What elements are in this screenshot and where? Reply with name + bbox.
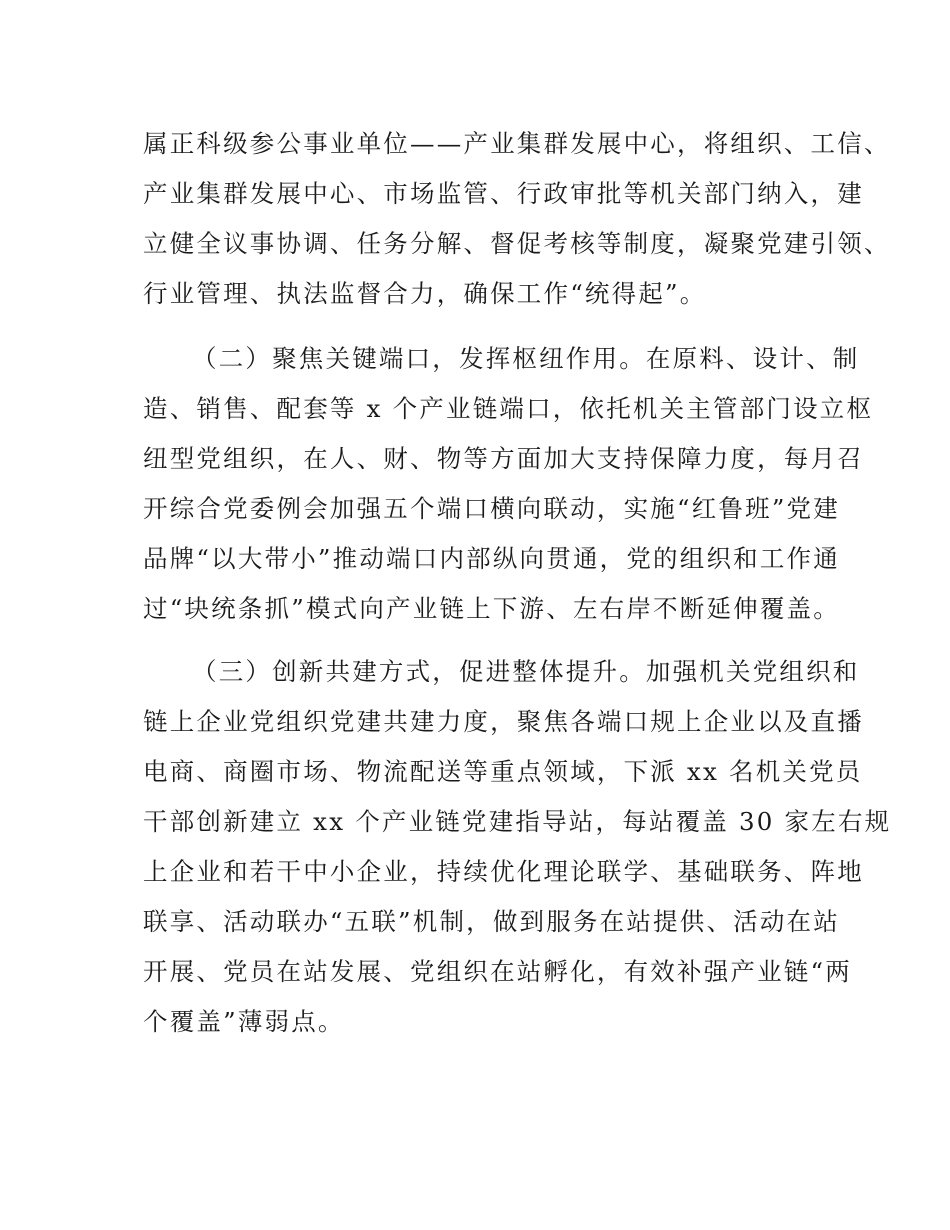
text-line: 产业集群发展中心、市场监管、行政审批等机关部门纳入，建 xyxy=(143,179,864,208)
text-line: 干部创新建立 xx 个产业链党建指导站，每站覆盖 30 家左右规 xyxy=(143,807,892,836)
text-line: （二）聚焦关键端口，发挥枢纽作用。在原料、设计、制 xyxy=(192,344,860,373)
text-line: 立健全议事协调、任务分解、督促考核等制度，凝聚党建引领、 xyxy=(143,229,891,258)
text-line: 上企业和若干中小企业，持续优化理论联学、基础联务、阵地 xyxy=(143,857,864,886)
text-line: 个覆盖”薄弱点。 xyxy=(143,1007,345,1036)
text-line: （三）创新共建方式，促进整体提升。加强机关党组织和 xyxy=(192,657,860,686)
text-line: 纽型党组织，在人、财、物等方面加大支持保障力度，每月召 xyxy=(143,444,864,473)
text-line: 开综合党委例会加强五个端口横向联动，实施“红鲁班”党建 xyxy=(143,494,840,523)
text-line: 属正科级参公事业单位——产业集群发展中心，将组织、工信、 xyxy=(143,129,891,158)
text-line: 联享、活动联办“五联”机制，做到服务在站提供、活动在站 xyxy=(143,907,840,936)
text-line: 过“块统条抓”模式向产业链上下游、左右岸不断延伸覆盖。 xyxy=(143,594,840,623)
text-line: 链上企业党组织党建共建力度，聚焦各端口规上企业以及直播 xyxy=(143,707,864,736)
text-line: 电商、商圈市场、物流配送等重点领域，下派 xx 名机关党员 xyxy=(143,757,863,786)
text-line: 行业管理、执法监督合力，确保工作“统得起”。 xyxy=(143,279,707,308)
text-line: 造、销售、配套等 x 个产业链端口，依托机关主管部门设立枢 xyxy=(143,394,874,423)
text-line: 品牌“以大带小”推动端口内部纵向贯通，党的组织和工作通 xyxy=(143,544,840,573)
text-line: 开展、党员在站发展、党组织在站孵化，有效补强产业链“两 xyxy=(143,957,852,986)
